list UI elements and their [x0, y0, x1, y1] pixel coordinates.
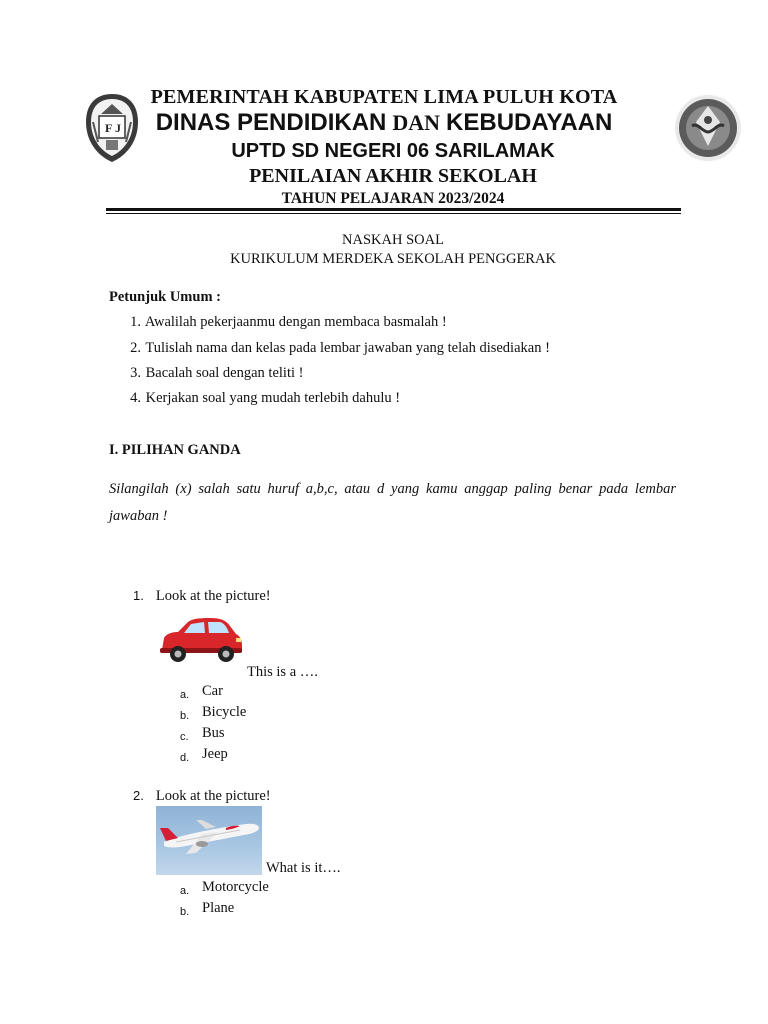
question-prompt-text: Look at the picture! [155, 588, 271, 604]
document-subtitle: KURIKULUM MERDEKA SEKOLAH PENGGERAK [230, 251, 556, 267]
header-academic-year: TAHUN PELAJARAN 2023/2024 [281, 190, 505, 207]
header-department-part3: KEBUDAYAAN [446, 109, 613, 136]
document-title: NASKAH SOAL [342, 232, 444, 248]
svg-text:F: F [105, 121, 113, 135]
option-text: Bus [202, 725, 225, 741]
instruction-text: Kerjakan soal yang mudah terlebih dahulu ! [145, 390, 401, 406]
header-department-part2: DAN [392, 110, 441, 135]
question-1-option-b [180, 704, 247, 724]
option-letter: c. [180, 731, 189, 743]
option-text: Motorcycle [202, 879, 269, 895]
question-number: 1. [133, 588, 144, 603]
option-letter: b. [180, 906, 190, 918]
instruction-number: 4. [130, 390, 141, 406]
airplane-icon [156, 806, 262, 875]
question-1-option-c [180, 725, 225, 745]
instruction-text: Awalilah pekerjaanmu dengan membaca basmalah ! [144, 314, 447, 330]
section-instruction: Silangilah (x) salah satu huruf a,b,c, atau d yang kamu anggap paling benar pada lembar jawaban ! [109, 481, 676, 524]
option-letter: a. [180, 885, 190, 897]
question-2-stem: What is it…. [266, 860, 341, 876]
instruction-number: 1. [130, 314, 141, 330]
header-department-part1: DINAS PENDIDIKAN [155, 109, 387, 136]
section-heading: I. PILIHAN GANDA [109, 442, 241, 458]
option-letter: a. [180, 689, 190, 701]
instruction-item [109, 365, 303, 382]
instruction-item [109, 314, 447, 331]
option-text: Bicycle [202, 704, 247, 720]
instruction-item [109, 340, 550, 357]
instruction-number: 3. [130, 365, 141, 381]
option-text: Jeep [202, 746, 228, 762]
question-2-option-a [180, 879, 269, 899]
header-assessment: PENILAIAN AKHIR SEKOLAH [249, 165, 537, 187]
question-1-stem: This is a …. [247, 664, 318, 680]
option-text: Car [202, 683, 223, 699]
header-department [0, 109, 768, 137]
instruction-number: 2. [130, 340, 141, 356]
header-school: UPTD SD NEGERI 06 SARILAMAK [231, 140, 555, 162]
red-car-icon [158, 614, 244, 666]
question-1-option-a [180, 683, 223, 703]
option-text: Plane [202, 900, 235, 916]
header-divider-thick [106, 208, 681, 211]
instruction-text: Bacalah soal dengan teliti ! [145, 365, 304, 381]
option-letter: b. [180, 710, 190, 722]
question-2-option-b [180, 900, 235, 920]
question-prompt-text: Look at the picture! [155, 788, 271, 804]
question-2-prompt [133, 787, 271, 805]
header-government: PEMERINTAH KABUPATEN LIMA PULUH KOTA [150, 86, 618, 108]
svg-text:J: J [115, 121, 121, 135]
option-letter: d. [180, 752, 190, 764]
instructions-heading: Petunjuk Umum : [109, 289, 221, 305]
question-number: 2. [133, 788, 144, 803]
question-1-option-d [180, 746, 228, 766]
header-divider-thin [106, 213, 681, 214]
instruction-item [109, 390, 400, 407]
question-1-prompt [133, 587, 271, 605]
instruction-text: Tulislah nama dan kelas pada lembar jawaban yang telah disediakan ! [145, 340, 550, 356]
